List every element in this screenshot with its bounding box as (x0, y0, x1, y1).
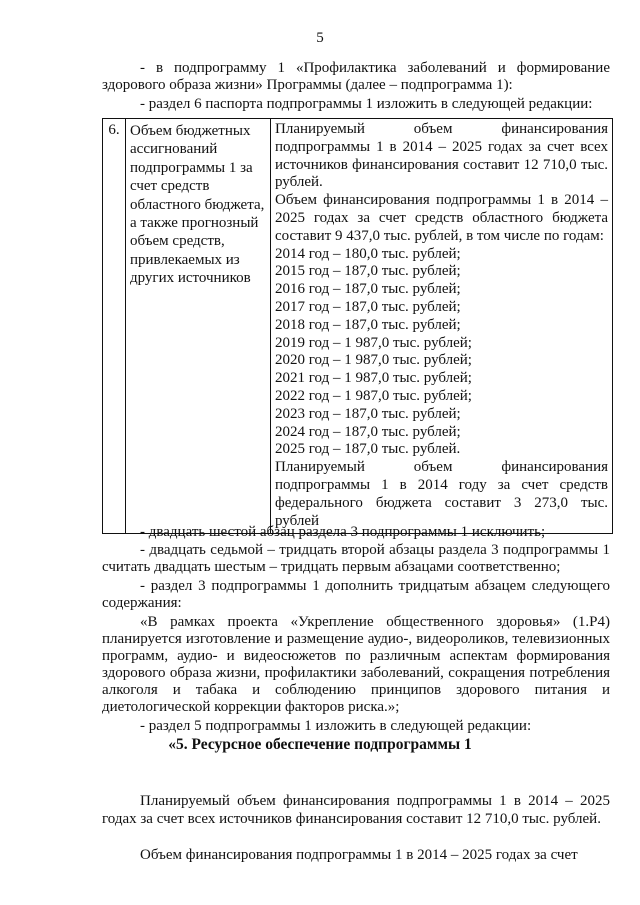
year-item: 2017 год – 187,0 тыс. рублей; (275, 298, 461, 315)
year-item: 2021 год – 1 987,0 тыс. рублей; (275, 370, 472, 387)
row-content (271, 119, 613, 534)
body-quote: «В рамках проекта «Укрепление общественного здоровья» (1.Р4) планируется изготовление и размещение аудио-, видеороликов, телевизионных программ, аудио- и видеосюжетов по различным аспектам формирования здорового образа жизни, профилактики заболеваний, сокращения потребления алкоголя и табака и соблюдению принципов здорового питания и диетологической коррекции факторов риска.»; (102, 614, 610, 715)
year-item: 2023 год – 187,0 тыс. рублей; (275, 405, 461, 422)
year-item: 2015 год – 187,0 тыс. рублей; (275, 263, 461, 280)
section-heading: «5. Ресурсное обеспечение подпрограммы 1 (168, 736, 472, 753)
year-item: 2020 год – 1 987,0 тыс. рублей; (275, 352, 472, 369)
passport-table (102, 118, 613, 534)
body-item-supplement: - раздел 3 подпрограммы 1 дополнить тридцатым абзацем следующего содержания: (102, 578, 610, 611)
page-number: 5 (316, 30, 324, 46)
table-row (103, 119, 613, 534)
intro-paragraph: - в подпрограмму 1 «Профилактика заболеваний и формирование здорового образа жизни» Программы (далее – подпрограмма 1): (102, 60, 610, 93)
year-item: 2019 год – 1 987,0 тыс. рублей; (275, 334, 472, 351)
body-item-exclude: - двадцать шестой абзац раздела 3 подпрограммы 1 исключить; (140, 524, 546, 540)
funding-regional-paragraph: Объем финансирования подпрограммы 1 в 2014 – 2025 годах за счет средств областного бюджета составит 9 437,0 тыс. рублей, в том числе по годам: (275, 192, 608, 244)
intro-instruction: - раздел 6 паспорта подпрограммы 1 изложить в следующей редакции: (140, 96, 593, 112)
year-item: 2018 год – 187,0 тыс. рублей; (275, 316, 461, 333)
year-item: 2022 год – 1 987,0 тыс. рублей; (275, 387, 472, 404)
row-number: 6. (103, 119, 126, 534)
resource-paragraph: Планируемый объем финансирования подпрограммы 1 в 2014 – 2025 годах за счет всех источников финансирования составит 12 710,0 тыс. рублей. (102, 793, 610, 827)
year-item: 2024 год – 187,0 тыс. рублей; (275, 423, 461, 440)
body-item-section5: - раздел 5 подпрограммы 1 изложить в следующей редакции: (140, 718, 532, 734)
funding-years-list (275, 246, 608, 460)
resource-paragraph-continued: Объем финансирования подпрограммы 1 в 2014 – 2025 годах за счет (140, 847, 578, 863)
body-item-renumber: - двадцать седьмой – тридцать второй абзацы раздела 3 подпрограммы 1 считать двадцать шестым – тридцать первым абзацами соответственно; (102, 542, 610, 575)
funding-total-paragraph: Планируемый объем финансирования подпрограммы 1 в 2014 – 2025 годах за счет всех источников финансирования составит 12 710,0 тыс. рублей. (275, 121, 608, 191)
row-label: Объем бюджетных ассигнований подпрограммы 1 за счет средств областного бюджета, а также прогнозный объем средств, привлекаемых из других источников (126, 119, 271, 534)
year-item: 2016 год – 187,0 тыс. рублей; (275, 281, 461, 298)
funding-federal-paragraph: Планируемый объем финансирования подпрограммы 1 в 2014 году за счет средств федерального бюджета составит 3 273,0 тыс. рублей (275, 459, 608, 529)
year-item: 2025 год – 187,0 тыс. рублей. (275, 441, 461, 458)
year-item: 2014 год – 180,0 тыс. рублей; (275, 245, 461, 262)
